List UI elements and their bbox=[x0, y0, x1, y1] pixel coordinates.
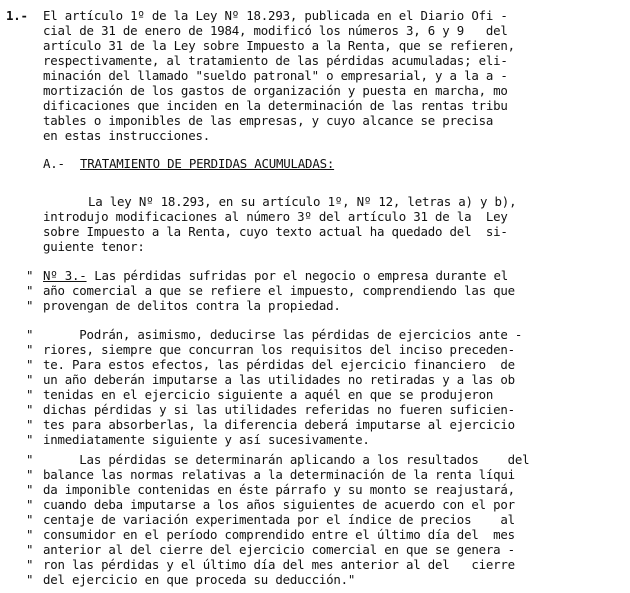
paragraph-line: sobre Impuesto a la Renta, cuyo texto actual ha quedado del si- bbox=[43, 224, 508, 239]
quote-mark: " bbox=[26, 467, 34, 482]
paragraph-line: La ley Nº 18.293, en su artículo 1º, Nº 12, letras a) y b), bbox=[88, 194, 517, 209]
quote-mark: " bbox=[26, 327, 34, 342]
quote-mark: " bbox=[26, 432, 34, 447]
quote-mark: " bbox=[26, 452, 34, 467]
quote-line: ron las pérdidas y el último día del mes anterior al del cierre bbox=[43, 557, 515, 572]
quote-line: año comercial a que se refiere el impuesto, comprendiendo las que bbox=[43, 283, 515, 298]
quote-line: riores, siempre que concurran los requisitos del inciso preceden- bbox=[43, 342, 515, 357]
intro-line: cial de 31 de enero de 1984, modificó los números 3, 6 y 9 del bbox=[43, 23, 508, 38]
intro-line: El artículo 1º de la Ley Nº 18.293, publicada en el Diario Ofi - bbox=[43, 8, 508, 23]
quote-line: da imponible contenidas en éste párrafo y su monto se reajustará, bbox=[43, 482, 515, 497]
quote-line: tes para absorberlas, la diferencia deberá imputarse al ejercicio bbox=[43, 417, 515, 432]
quote-line: inmediatamente siguiente y así sucesivamente. bbox=[43, 432, 370, 447]
quote-line: un año deberán imputarse a las utilidades no retiradas y a las ob bbox=[43, 372, 515, 387]
quote-mark: " bbox=[26, 497, 34, 512]
quote-line: centaje de variación experimentada por el índice de precios al bbox=[43, 512, 515, 527]
quote-mark: " bbox=[26, 512, 34, 527]
quote-line: te. Para estos efectos, las pérdidas del ejercicio financiero de bbox=[43, 357, 515, 372]
intro-line: respectivamente, al tratamiento de las pérdidas acumuladas; eli- bbox=[43, 53, 508, 68]
quote-line: del ejercicio en que proceda su deducción." bbox=[43, 572, 356, 587]
intro-line: artículo 31 de la Ley sobre Impuesto a la Renta, que se refieren, bbox=[43, 38, 515, 53]
quote-mark: " bbox=[26, 572, 34, 587]
quote-line: cuando deba imputarse a los años siguientes de acuerdo con el por bbox=[43, 497, 515, 512]
quote-mark: " bbox=[26, 482, 34, 497]
quote-mark: " bbox=[26, 372, 34, 387]
quote-mark: " bbox=[26, 298, 34, 313]
quote-mark: " bbox=[26, 417, 34, 432]
section-marker: A.- bbox=[43, 156, 65, 171]
quote-mark: " bbox=[26, 268, 34, 283]
quote-mark: " bbox=[26, 557, 34, 572]
paragraph-line: guiente tenor: bbox=[43, 239, 145, 254]
intro-line: en estas instrucciones. bbox=[43, 128, 210, 143]
quote-line: Las pérdidas sufridas por el negocio o empresa durante el bbox=[87, 268, 509, 283]
quote-line: Las pérdidas se determinarán aplicando a los resultados del bbox=[43, 452, 530, 467]
quote-line: provengan de delitos contra la propiedad. bbox=[43, 298, 341, 313]
quote-line: balance las normas relativas a la determinación de la renta líqui bbox=[43, 467, 515, 482]
quote-line: dichas pérdidas y si las utilidades referidas no fueren suficien- bbox=[43, 402, 515, 417]
intro-line: mortización de los gastos de organización y puesta en marcha, mo bbox=[43, 83, 508, 98]
quote-mark: " bbox=[26, 283, 34, 298]
quote-mark: " bbox=[26, 402, 34, 417]
quote-mark: " bbox=[26, 527, 34, 542]
quote-line: Podrán, asimismo, deducirse las pérdidas de ejercicios ante - bbox=[43, 327, 523, 342]
intro-line: minación del llamado "sueldo patronal" o empresarial, y a la a - bbox=[43, 68, 508, 83]
quote-line: consumidor en el período comprendido entre el último día del mes bbox=[43, 527, 515, 542]
quote-mark: " bbox=[26, 387, 34, 402]
item-number: 1.- bbox=[6, 8, 28, 23]
section-title: TRATAMIENTO DE PERDIDAS ACUMULADAS: bbox=[80, 156, 335, 171]
quote-mark: " bbox=[26, 542, 34, 557]
intro-line: dificaciones que inciden en la determinación de las rentas tribu bbox=[43, 98, 508, 113]
quote-line: anterior al del cierre del ejercicio comercial en que se genera - bbox=[43, 542, 515, 557]
quote-mark: " bbox=[26, 357, 34, 372]
quote-mark: " bbox=[26, 342, 34, 357]
quote-line: tenidas en el ejercicio siguiente a aquél en que se produjeron bbox=[43, 387, 494, 402]
article-label: Nº 3.- bbox=[43, 268, 87, 283]
intro-line: tables o imponibles de las empresas, y cuyo alcance se precisa bbox=[43, 113, 494, 128]
paragraph-line: introdujo modificaciones al número 3º del artículo 31 de la Ley bbox=[43, 209, 508, 224]
